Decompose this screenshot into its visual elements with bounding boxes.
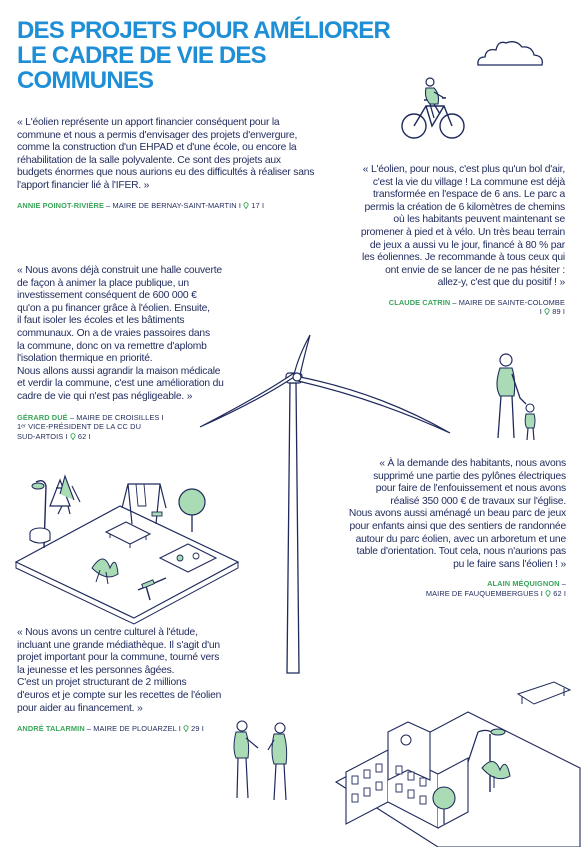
quote-line: table d'orientation. Tout cela, nous n'aurions pas <box>356 546 566 558</box>
quote-line: transformée en l'espace de 6 ans. Le parc a <box>373 189 565 201</box>
title-line-1: DES PROJETS POUR AMÉLIORER <box>17 17 391 44</box>
quote-line: C'est un projet structurant de 2 millions <box>17 677 187 689</box>
quote-line: « Nous avons un centre culturel à l'étude, <box>17 627 198 638</box>
quote-line: pu le faire sans l'éolien ! » <box>453 558 566 570</box>
testimonial-quote <box>318 458 566 571</box>
quote-line: investissement conséquent de 600 000 € <box>17 290 197 302</box>
quote-line: ont envie de se lancer de ne pas hésiter : <box>385 264 565 276</box>
location-pin-icon: I <box>539 307 545 317</box>
quote-line: où les habitants peuvent maintenant se <box>393 214 565 226</box>
speaker-role-2: MAIRE DE FAUQUEMBERGUES I <box>425 588 546 598</box>
quote-line: projet important pour la commune, tourné vers <box>17 652 220 664</box>
quote-line: l'isolation thermique en priorité. <box>17 353 153 365</box>
quote-line: réhabilitation de la salle polyvalente. Ce sont des projets aux <box>17 154 281 166</box>
quote-line: promener à pied et à vélo. Un très beau terrain <box>360 226 565 238</box>
testimonial-quote <box>17 117 347 193</box>
quote-line: permis la création de 6 kilomètres de chemins <box>364 201 565 213</box>
quote-line: d'euros et je compte sur les recettes de l'éolien <box>17 689 222 701</box>
speaker-department: 62 I <box>551 588 566 598</box>
playground-icon <box>10 478 242 608</box>
testimonial-signature <box>318 579 566 598</box>
quote-line: c'est la vie du village ! La commune est déjà <box>372 176 565 188</box>
speaker-name: CLAUDE CATRIN <box>388 297 451 307</box>
speaker-role-2: 1ᵉʳ VICE-PRÉSIDENT DE LA CC DU <box>17 422 142 432</box>
quote-line: réalisé 350 000 € de travaux sur l'église. <box>390 495 566 507</box>
quote-line: il faut isoler les écoles et les bâtiments <box>17 315 185 327</box>
testimonial-5 <box>17 627 257 734</box>
people-icon <box>486 352 544 444</box>
testimonial-2 <box>318 164 565 317</box>
speaker-role: – MAIRE DE BERNAY-SAINT-MARTIN I <box>104 200 244 210</box>
quote-line: l'apport financier lié à l'IFER. » <box>17 179 150 191</box>
quote-line: de façon à animer la place publique, un <box>17 277 189 289</box>
quote-line: « Nous avons déjà construit une halle couverte <box>17 265 222 276</box>
testimonial-signature <box>318 298 565 317</box>
quote-line: la commune, donc on va remettre d'aplomb <box>17 340 207 352</box>
speaker-name: ANDRÉ TALARMIN <box>17 724 85 734</box>
quote-line: les éoliennes. Je recommande à tous ceux qui <box>362 252 565 264</box>
speaker-department: 62 I <box>75 431 91 441</box>
speaker-department: 17 I <box>249 200 265 210</box>
testimonial-4 <box>318 458 566 598</box>
cyclist-icon <box>400 76 468 142</box>
quote-line: de jeux a aussi vu le jour, financé à 80 % par <box>369 239 565 251</box>
speaker-role: – MAIRE DE PLOUARZEL I <box>84 724 184 734</box>
quote-line: comme la construction d'un EHPAD et d'une école, ou encore la <box>17 142 297 154</box>
speaker-department: 29 I <box>189 724 204 734</box>
speaker-name: ALAIN MÉQUIGNON <box>487 579 560 589</box>
speaker-role: – <box>559 579 566 589</box>
speaker-role: – MAIRE DE SAINTE-COLOMBE <box>450 297 565 307</box>
testimonial-quote <box>318 164 565 290</box>
speaker-role: – MAIRE DE CROISILLES I <box>67 412 164 422</box>
quote-line: pour aider au financement. » <box>17 702 143 714</box>
testimonial-quote <box>17 627 257 715</box>
quote-line: la jeunesse et les personnes âgées. <box>17 664 175 676</box>
quote-line: communaux. On a de vraies passoires dans <box>17 327 210 339</box>
quote-line: autour du parc éolien, avec un arboretum et une <box>355 533 566 545</box>
quote-line: Nous allons aussi agrandir la maison médicale <box>17 365 221 377</box>
quote-line: « L'éolien représente un apport financier conséquent pour la <box>17 117 280 128</box>
quote-line: allez-y, c'est que du positif ! » <box>437 277 565 289</box>
testimonial-signature <box>17 724 257 734</box>
speaker-department: 89 I <box>550 307 565 317</box>
speaker-name: GÉRARD DUÉ <box>17 412 68 422</box>
quote-line: budgets énormes que nous aurions eu des difficultés à réaliser sans <box>17 167 315 179</box>
quote-line: pour faire de l'enfouissement et nous avons <box>375 483 566 495</box>
cloud-icon <box>474 38 546 68</box>
quote-line: supprimé une partie des pylônes électriques <box>373 470 566 482</box>
speaker-role-3: SUD-ARTOIS I <box>17 431 70 441</box>
quote-line: « L'éolien, pour nous, c'est plus qu'un bol d'air, <box>362 164 565 175</box>
quote-line: et verdir la commune, c'est une amélioration du <box>17 378 224 390</box>
testimonial-1 <box>17 117 347 210</box>
title-line-2: LE CADRE DE VIE DES COMMUNES <box>17 42 266 94</box>
page-title <box>17 18 397 93</box>
quote-line: Nous avons aussi aménagé un beau parc de jeux <box>348 508 566 520</box>
speaker-name: ANNIE POINOT-RIVIÈRE <box>17 200 105 210</box>
quote-line: commune et nous a permis d'envisager des projets d'envergure, <box>17 129 298 141</box>
quote-line: incluant une grande médiathèque. Il s'agit d'un <box>17 639 220 651</box>
people-icon <box>228 718 302 804</box>
testimonial-signature <box>17 201 347 211</box>
building-icon <box>318 672 580 847</box>
quote-line: cadre de vie qui n'est pas négligeable. » <box>17 390 193 402</box>
quote-line: qu'on a pu financer grâce à l'éolien. Ensuite, <box>17 302 210 314</box>
quote-line: pour enfants ainsi que des sentiers de randonnée <box>349 520 566 532</box>
quote-line: « À la demande des habitants, nous avons <box>379 458 566 469</box>
